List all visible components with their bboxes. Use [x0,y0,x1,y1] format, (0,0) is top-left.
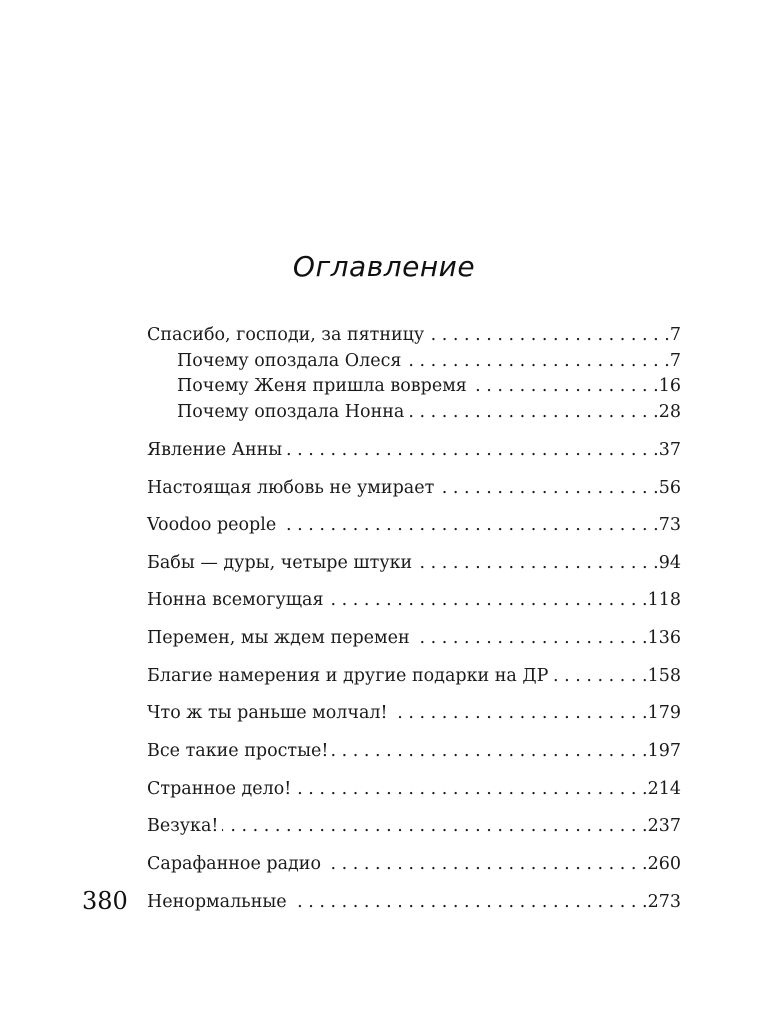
toc-entry-page: 237 [647,816,681,836]
toc-dot-leader [286,439,659,461]
toc-dot-leader [328,589,648,611]
toc-entry-title: Ненормальные [147,892,287,912]
toc-entry-page: 214 [647,779,681,799]
toc-dot-leader [405,350,669,372]
toc-entry-title: Все такие простые! [147,741,329,761]
toc-entry-title: Благие намерения и другие подарки на ДР [147,666,549,686]
toc-entry-title: Что ж ты раньше молчал! [147,703,388,723]
toc-dot-leader [325,853,648,875]
toc-entry-page: 118 [647,590,681,610]
toc-entry-page: 56 [658,478,681,498]
toc-dot-leader [408,401,658,423]
toc-entry[interactable] [147,853,681,875]
toc-dot-leader [332,740,647,762]
toc-entry-page: 16 [658,376,681,396]
toc-entry[interactable] [147,778,681,800]
toc-entry-page: 7 [669,325,681,345]
toc-entry-title: Настоящая любовь не умирает [147,478,435,498]
toc-entry-title: Нонна всемогущая [147,590,324,610]
toc-entry-title: Бабы — дуры, четыре штуки [147,553,413,573]
toc-entry-page: 136 [647,628,681,648]
toc-entry[interactable] [147,514,681,536]
toc-entry[interactable] [147,477,681,499]
toc-dot-leader [552,665,647,687]
toc-entry-title: Странное дело! [147,779,292,799]
toc-entry[interactable] [147,815,681,837]
toc-entry-page: 28 [658,402,681,422]
page-number: 380 [82,887,128,915]
toc-dot-leader [428,324,670,346]
toc-subentry[interactable] [177,350,681,372]
toc-entry-title: Явление Анны [147,440,283,460]
toc-dot-leader [291,891,648,913]
page-title: Оглавление [292,250,476,283]
toc-entry[interactable] [147,702,681,724]
toc-entry[interactable] [147,589,681,611]
toc-entry-title: Перемен, мы ждем перемен [147,628,410,648]
toc-entry-title: Везука! [147,816,219,836]
toc-entry[interactable] [147,740,681,762]
toc-entry-page: 260 [647,854,681,874]
toc-entry-page: 37 [658,440,681,460]
toc-dot-leader [392,702,648,724]
toc-entry[interactable] [147,891,681,913]
toc-dot-leader [222,815,647,837]
toc-entry[interactable] [147,552,681,574]
toc-entry-page: 73 [658,515,681,535]
toc-entry-title: Почему Женя пришла вовремя [177,376,467,396]
toc-dot-leader [414,627,648,649]
toc-dot-leader [438,477,658,499]
toc-entry-title: Voodoo people [147,515,277,535]
toc-dot-leader [280,514,659,536]
toc-entry-page: 197 [647,741,681,761]
toc-entry-page: 94 [658,553,681,573]
toc-entry[interactable] [147,665,681,687]
toc-entry[interactable] [147,324,681,346]
toc-dot-leader [295,778,647,800]
toc-entry[interactable] [147,439,681,461]
toc-entry-page: 158 [647,666,681,686]
toc-dot-leader [471,375,659,397]
toc-entry-title: Сарафанное радио [147,854,321,874]
toc-subentry[interactable] [177,375,681,397]
toc-entry-title: Почему опоздала Нонна [177,402,405,422]
toc-entry-page: 7 [669,351,681,371]
toc-dot-leader [416,552,659,574]
toc-entry-page: 179 [647,703,681,723]
toc-entry[interactable] [147,627,681,649]
toc-entry-title: Спасибо, господи, за пятницу [147,325,425,345]
toc-entry-title: Почему опоздала Олеся [177,351,402,371]
toc-subentry[interactable] [177,401,681,423]
toc-entry-page: 273 [647,892,681,912]
